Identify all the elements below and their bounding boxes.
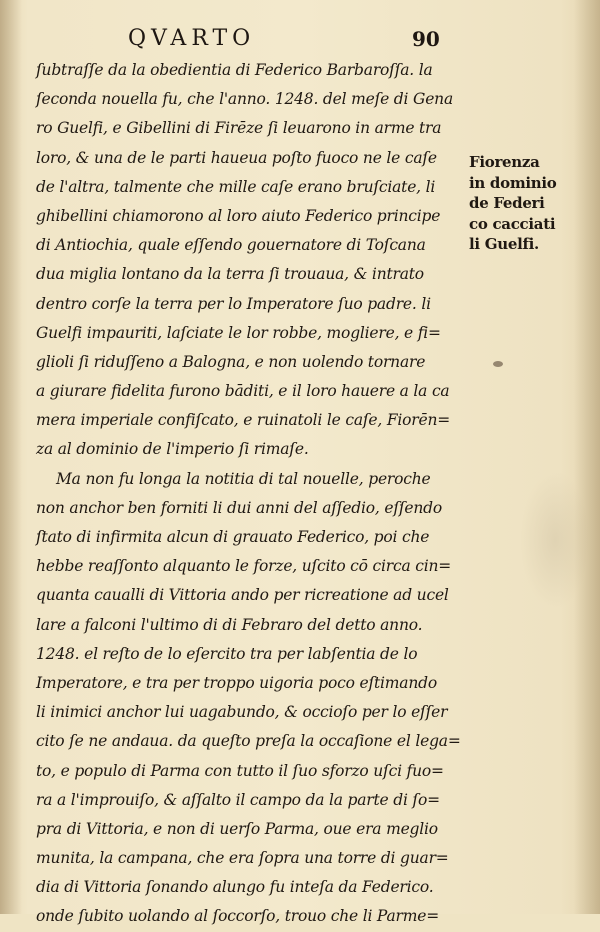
- text-line: ra a l'improuiſo, & aſſalto il campo da la parte di ſo=: [36, 790, 440, 809]
- text-line: cito ſe ne andaua. da queſto preſa la occaſione el lega=: [36, 732, 461, 751]
- margin-note-line: li Guelfi.: [469, 235, 539, 253]
- margin-note-line: Fiorenza: [469, 153, 540, 171]
- bleed-through-stain: [520, 470, 590, 610]
- text-line: dia di Vittoria ſonando alungo fu inteſa da Federico.: [36, 878, 434, 897]
- text-line: ſeconda nouella fu, che l'anno. 1248. del meſe di Gena: [36, 90, 453, 109]
- text-line: quanta caualli di Vittoria ando per ricreatione ad ucel: [36, 586, 449, 605]
- margin-note: [469, 152, 594, 255]
- margin-note-line: de Federi: [469, 194, 545, 212]
- text-line: ro Guelfi, e Gibellini di Firēze ſi leuarono in arme tra: [36, 119, 442, 138]
- text-line: to, e populo di Parma con tutto il ſuo sforzo uſci fuo=: [36, 761, 444, 780]
- paragraph-first-line: Ma non fu longa la notitia di tal nouelle, peroche: [56, 469, 431, 488]
- text-line: mera imperiale confiſcato, e ruinatoli le caſe, Fiorēn=: [36, 411, 451, 430]
- text-line: onde ſubito uolando al ſoccorſo, trouo che li Parme=: [36, 907, 439, 926]
- text-line: a giurare fidelita furono bāditi, e il loro hauere a la ca: [36, 382, 450, 401]
- text-line: dentro corſe la terra per lo Imperatore ſuo padre. li: [36, 294, 431, 313]
- text-line: li inimici anchor lui uagabundo, & occioſo per lo eſſer: [36, 703, 448, 722]
- text-line: di Antiochia, quale eſſendo gouernatore di Toſcana: [36, 236, 426, 255]
- text-line: Imperatore, e tra per troppo uigoria poco eſtimando: [36, 673, 437, 692]
- gutter-shadow: [0, 0, 22, 914]
- body-text: [36, 56, 466, 932]
- text-line: loro, & una de le parti haueua poſto fuoco ne le caſe: [36, 148, 437, 167]
- page-number: 90: [412, 27, 440, 51]
- text-line: ghibellini chiamorono al loro aiuto Federico principe: [36, 206, 441, 225]
- margin-note-line: co cacciati: [469, 214, 556, 233]
- text-line: non anchor ben forniti li dui anni del aſſedio, eſſendo: [36, 498, 443, 517]
- text-line: dua miglia lontano da la terra ſi trouaua, & intrato: [36, 265, 424, 284]
- text-line: munita, la campana, che era ſopra una torre di guar=: [36, 849, 449, 868]
- margin-note-line: in dominio: [469, 173, 557, 192]
- text-line: pra di Vittoria, e non di uerſo Parma, oue era meglio: [36, 819, 438, 838]
- text-line: 1248. el reſto de lo eſercito tra per labſentia de lo: [36, 644, 418, 663]
- text-line: de l'altra, talmente che mille caſe erano bruſciate, li: [36, 177, 436, 196]
- ink-mark: [493, 361, 503, 367]
- text-line: hebbe reaſſonto alquanto le forze, uſcito cō circa cin=: [36, 557, 452, 576]
- text-line: ſubtraſſe da la obedientia di Federico Barbaroſſa. la: [36, 61, 433, 79]
- text-line: glioli ſi riduſſeno a Balogna, e non uolendo tornare: [36, 352, 426, 371]
- text-line: lare a falconi l'ultimo di di Febraro del detto anno.: [36, 615, 423, 634]
- text-line: Guelfi impauriti, laſciate le lor robbe, mogliere, e fi=: [36, 323, 441, 342]
- page-edge-shadow: [574, 0, 600, 914]
- text-line: za al dominio de l'imperio ſi rimaſe.: [36, 440, 309, 459]
- running-head: QVARTO: [128, 26, 256, 51]
- text-line: ſtato di infirmita alcun di grauato Federico, poi che: [36, 528, 430, 546]
